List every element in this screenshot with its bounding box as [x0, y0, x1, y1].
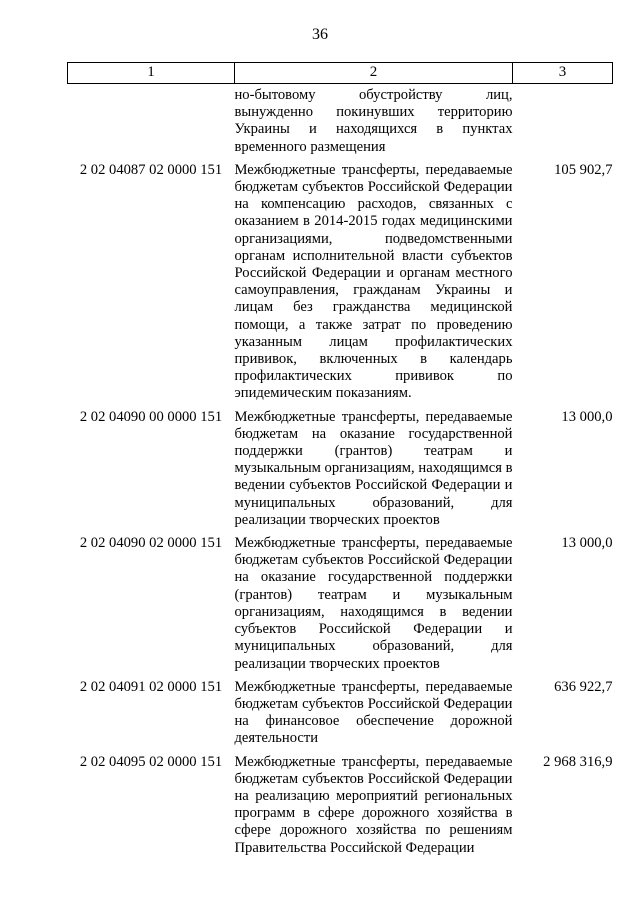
row-amount: 636 922,7	[554, 678, 613, 695]
table-row	[68, 84, 613, 162]
row-code: 2 02 04090 00 0000 151	[79, 408, 223, 425]
page-number: 36	[312, 26, 328, 43]
row-code: 2 02 04090 02 0000 151	[79, 535, 223, 552]
column-header-2: 2	[235, 63, 513, 84]
budget-table	[67, 62, 613, 863]
column-header-1: 1	[68, 63, 235, 84]
row-description: Межбюджетные трансферты, передаваемые бюджетам субъектов Российской Федерации на компенсацию расходов, связанных с оказанием в 2014-2015 годах медицинскими организациями, подведомственными органам исполнительной власти субъектов Российской Федерации и органам местного самоуправления, гражданам Украины и лицам без гражданства медицинской помощи, а также затрат по проведению указанным лицам профилактических прививок, включенных в календарь профилактических прививок по эпидемическим показаниям.	[234, 161, 513, 402]
table-header-row	[68, 63, 613, 84]
row-code: 2 02 04087 02 0000 151	[79, 161, 223, 178]
table-row	[68, 754, 613, 863]
row-amount	[513, 84, 613, 162]
row-description: Межбюджетные трансферты, передаваемые бюджетам на оказание государственной поддержки (грантов) театрам и музыкальным организациям, находящимся в ведении субъектов Российской Федерации и муниципальных образований, для реализации творческих проектов	[234, 408, 513, 528]
row-amount: 2 968 316,9	[543, 753, 613, 770]
row-description: Межбюджетные трансферты, передаваемые бюджетам субъектов Российской Федерации на оказание государственной поддержки (грантов) театрам и музыкальным организациям, находящимся в ведении субъектов Российской Федерации и муниципальных образований, для реализации творческих проектов	[234, 535, 513, 672]
table-row	[68, 535, 613, 679]
row-description: но-бытовому обустройству лиц, вынужденно покинувших территорию Украины и находящихся в пунктах временного размещения	[234, 87, 513, 155]
row-code	[68, 84, 235, 162]
row-amount: 13 000,0	[561, 408, 613, 425]
column-header-3: 3	[513, 63, 613, 84]
row-amount: 13 000,0	[561, 535, 613, 552]
row-code: 2 02 04095 02 0000 151	[79, 753, 223, 770]
row-amount: 105 902,7	[554, 161, 613, 178]
table-row	[68, 409, 613, 535]
row-code: 2 02 04091 02 0000 151	[79, 678, 223, 695]
table-row	[68, 679, 613, 754]
row-description: Межбюджетные трансферты, передаваемые бюджетам субъектов Российской Федерации на реализацию мероприятий региональных программ в сфере дорожного хозяйства в сфере дорожного хозяйства по решениям Правительства Российской Федерации	[234, 753, 513, 856]
row-description: Межбюджетные трансферты, передаваемые бюджетам субъектов Российской Федерации на финансовое обеспечение дорожной деятельности	[234, 678, 513, 747]
table-row	[68, 162, 613, 409]
